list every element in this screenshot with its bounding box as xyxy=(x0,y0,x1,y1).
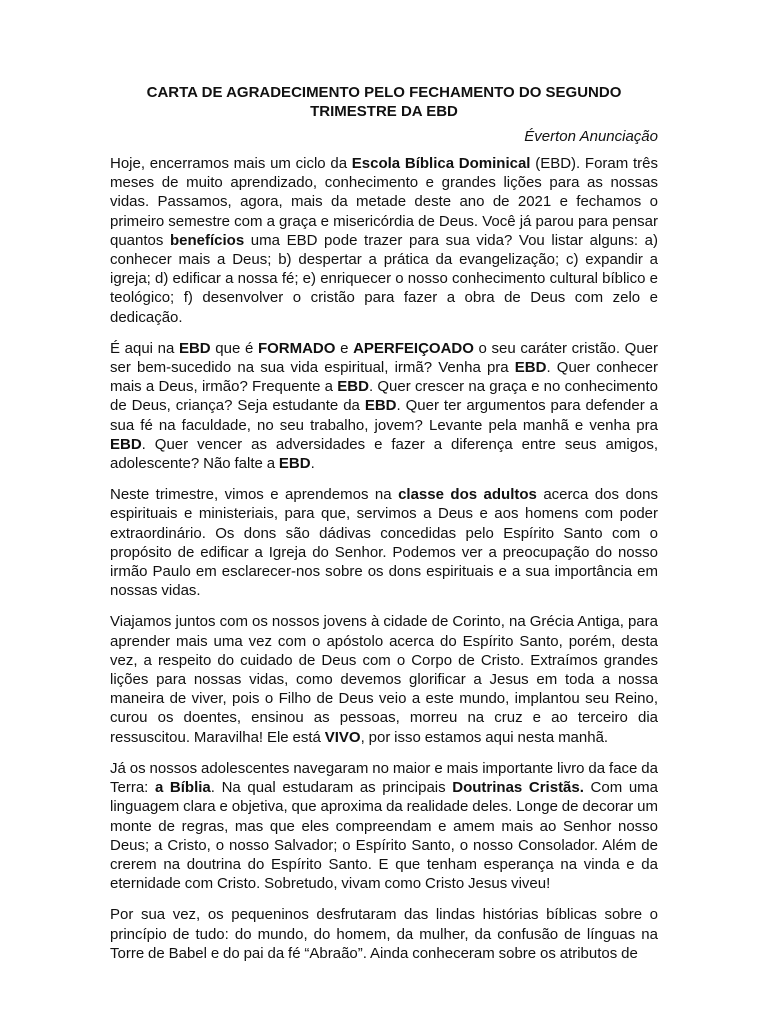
body-paragraph xyxy=(110,485,658,600)
text-run: o seu caráter cristão. Quer ser bem-sucedido na sua vida espiritual, irmã? Venha pra xyxy=(110,339,659,377)
text-run: . Quer conhecer mais a Deus, irmão? Frequente a xyxy=(110,359,658,396)
body-paragraph xyxy=(110,339,658,473)
text-run: , por isso estamos aqui nesta manhã. xyxy=(360,728,609,746)
bold-text: EBD xyxy=(514,359,547,377)
title-line-2: TRIMESTRE DA EBD xyxy=(310,103,458,120)
text-run: . Quer ter argumentos para defender a sua fé na faculdade, no seu trabalho, jovem? Levante pela manhã e venha pra xyxy=(110,397,658,434)
text-run: Neste trimestre, vimos e aprendemos na xyxy=(110,486,399,504)
bold-text: FORMADO xyxy=(257,339,336,357)
bold-text: classe dos adultos xyxy=(398,486,537,504)
title-line-1: CARTA DE AGRADECIMENTO PELO FECHAMENTO DO SEGUNDO xyxy=(146,84,622,101)
text-run: Com uma linguagem clara e objetiva, que aproxima da realidade deles. Longe de decorar um monte de regras, mas que eles compreendam e amem mais ao Senhor nosso Deus; a Cristo, o nosso Salvador; o Espírito Santo, o nosso Consolador. Além de crerem na doutrina do Espírito Santo. E que tenham esperança na vinda e da eternidade com Cristo. Sobretudo, vivam como Cristo Jesus viveu! xyxy=(110,779,659,893)
bold-text: APERFEIÇOADO xyxy=(353,339,474,357)
text-run: . xyxy=(310,455,315,473)
bold-text: Doutrinas Cristãs. xyxy=(452,779,584,797)
body-paragraph xyxy=(110,905,658,963)
text-run: É aqui na xyxy=(110,339,179,357)
body-paragraph xyxy=(110,612,658,746)
text-run: . Quer vencer as adversidades e fazer a diferença entre seus amigos, adolescente? Não falte a xyxy=(110,435,658,473)
body-paragraph xyxy=(110,759,658,893)
text-run: Viajamos juntos com os nossos jovens à cidade de Corinto, na Grécia Antiga, para aprender mais uma vez com o apóstolo acerca do Espírito Santo, porém, desta vez, a respeito do cuidado de Deus com o Corpo de Cristo. Extraímos grandes lições para nossas vidas, como devemos glorificar a Jesus em toda a nossa maneira de viver, pois o Filho de Deus veio a este mundo, implantou seu Reino, curou os doentes, ensinou as pessoas, morreu na cruz e ao terceiro dia ressuscitou. Maravilha! Ele está xyxy=(110,613,658,746)
text-run: que é xyxy=(210,339,258,357)
bold-text: a Bíblia xyxy=(154,779,211,797)
text-run: . Quer crescer na graça e no conhecimento de Deus, criança? Seja estudante da xyxy=(110,378,658,415)
text-run: (EBD). Foram três meses de muito aprendizado, conhecimento e grandes lições para as nossas vidas. Passamos, agora, mais da metade deste ano de 2021 e fechamos o primeiro semestre com a graça e misericórdia de Deus. Você já parou para pensar quantos xyxy=(110,155,658,249)
bold-text: EBD xyxy=(178,339,211,357)
bold-text: EBD xyxy=(364,397,397,415)
text-run: acerca dos dons espirituais e ministeriais, para que, servimos a Deus e aos homens com poder extraordinário. Os dons são dádivas concedidas pelo Espírito Santo com o propósito de edificar a Igreja do Senhor. Podemos ver a preocupação do nosso irmão Paulo em esclarecer-nos sobre os dons espirituais e a sua importância em nossas vidas. xyxy=(110,486,658,600)
text-run: e xyxy=(335,339,354,357)
body-paragraph xyxy=(110,154,658,327)
bold-text: benefícios xyxy=(170,231,245,249)
author-name: Éverton Anunciação xyxy=(524,128,658,145)
bold-text: EBD xyxy=(110,435,142,453)
document-title xyxy=(110,83,658,121)
bold-text: EBD xyxy=(337,378,369,396)
bold-text: EBD xyxy=(278,455,311,473)
text-run: Por sua vez, os pequeninos desfrutaram das lindas histórias bíblicas sobre o princípio de tudo: do mundo, do homem, da mulher, da confusão de línguas na Torre de Babel e do pai da fé “Abraão”. Ainda conheceram sobre os atributos de xyxy=(110,906,658,962)
text-run: Hoje, encerramos mais um ciclo da xyxy=(110,155,352,172)
letter-body xyxy=(110,154,658,963)
text-run: . Na qual estudaram as principais xyxy=(210,779,453,797)
text-run: uma EBD pode trazer para sua vida? Vou listar alguns: a) conhecer mais a Deus; b) despertar a prática da evangelização; c) expandir a igreja; d) edificar a nossa fé; e) enriquecer o nosso conhecimento cultural bíblico e teológico; f) desenvolver o cristão para fazer a obra de Deus com zelo e dedicação. xyxy=(110,231,658,326)
bold-text: VIVO xyxy=(324,728,361,746)
text-run: Já os nossos adolescentes navegaram no maior e mais importante livro da face da Terra: xyxy=(110,759,658,797)
bold-text: Escola Bíblica Dominical xyxy=(351,155,531,172)
